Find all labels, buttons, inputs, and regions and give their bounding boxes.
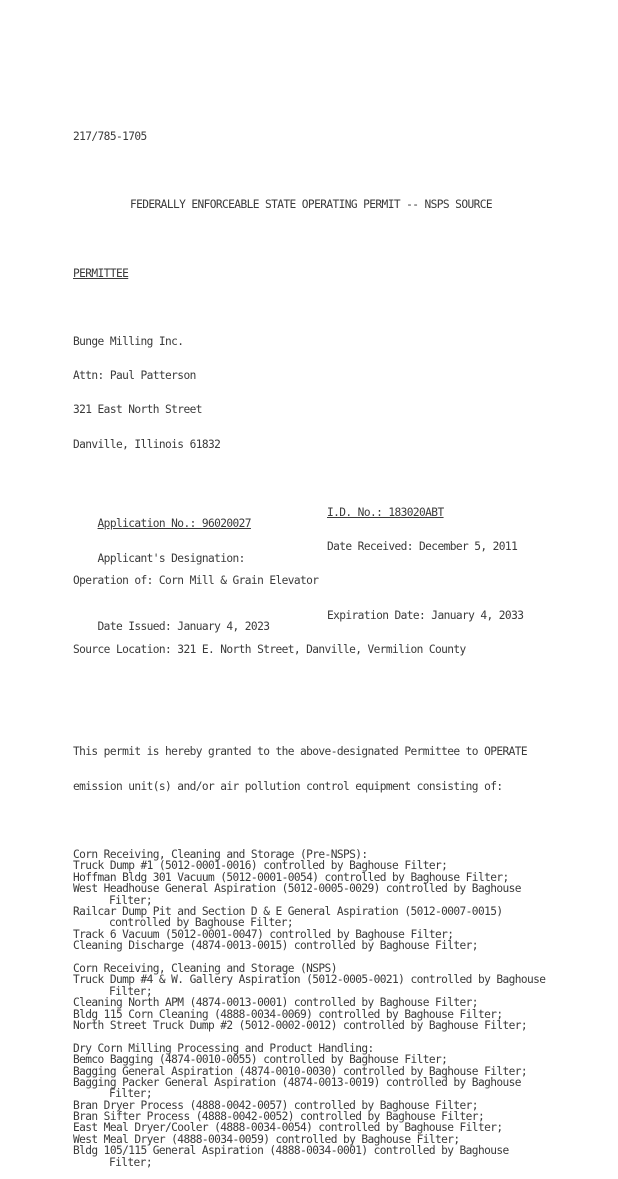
section-heading: Corn Receiving, Cleaning and Storage (NSPS) <box>73 961 337 975</box>
dates-row <box>73 608 593 634</box>
emission-unit-line: Bldg 115 Corn Cleaning (4888-0034-0069) controlled by Baghouse Filter; <box>73 1007 503 1021</box>
section-heading: Dry Corn Milling Processing and Product Handling: <box>73 1041 374 1055</box>
phone-number: 217/785-1705 <box>73 129 147 143</box>
permit-document <box>73 108 593 1179</box>
emission-unit-line: Cleaning Discharge (4874-0013-0015) controlled by Baghouse Filter; <box>73 939 478 953</box>
emission-unit-line: Filter; <box>109 1155 152 1169</box>
emission-unit-line: West Headhouse General Aspiration (5012-0005-0029) controlled by Baghouse <box>73 882 521 896</box>
emission-unit-line: East Meal Dryer/Cooler (4888-0034-0054) controlled by Baghouse Filter; <box>73 1121 503 1135</box>
emission-unit-line: Track 6 Vacuum (5012-0001-0047) controlled by Baghouse Filter; <box>73 927 454 941</box>
emission-unit-line: Bemco Bagging (4874-0010-0055) controlled by Baghouse Filter; <box>73 1053 448 1067</box>
emission-unit-line: West Meal Dryer (4888-0034-0059) controlled by Baghouse Filter; <box>73 1132 460 1146</box>
permittee-attn: Attn: Paul Patterson <box>73 369 196 383</box>
emission-unit-line: Bagging Packer General Aspiration (4874-0013-0019) controlled by Baghouse <box>73 1075 521 1089</box>
permittee-city: Danville, Illinois 61832 <box>73 437 221 451</box>
permit-title: FEDERALLY ENFORCEABLE STATE OPERATING PERMIT -- NSPS SOURCE <box>130 198 492 212</box>
section-heading: Corn Receiving, Cleaning and Storage (Pre-NSPS): <box>73 848 368 862</box>
emission-unit-line: Filter; <box>109 1087 152 1101</box>
emission-unit-line: Bldg 105/115 General Aspiration (4888-0034-0001) controlled by Baghouse <box>73 1144 509 1158</box>
intro-line: emission unit(s) and/or air pollution control equipment consisting of: <box>73 779 503 793</box>
date-issued: Date Issued: January 4, 2023 <box>97 620 270 634</box>
operation-of: Operation of: Corn Mill & Grain Elevator <box>73 574 319 588</box>
emission-unit-line: Filter; <box>109 984 152 998</box>
emission-unit-line: Filter; <box>109 893 152 907</box>
emission-unit-sections <box>73 849 593 1168</box>
emission-unit-line: North Street Truck Dump #2 (5012-0002-0012) controlled by Baghouse Filter; <box>73 1018 528 1032</box>
applicant-designation: Applicant's Designation: <box>97 551 245 565</box>
emission-unit-line: Truck Dump #1 (5012-0001-0016) controlled by Baghouse Filter; <box>73 859 448 873</box>
expiration-date: Expiration Date: January 4, 2033 <box>327 608 524 622</box>
permittee-heading: PERMITTEE <box>73 266 129 280</box>
source-location: Source Location: 321 E. North Street, Danville, Vermilion County <box>73 642 466 656</box>
designation-row <box>73 540 593 565</box>
date-received: Date Received: December 5, 2011 <box>327 540 518 554</box>
emission-unit-line: Bran Sifter Process (4888-0042-0052) controlled by Baghouse Filter; <box>73 1110 485 1124</box>
emission-unit-line: Bagging General Aspiration (4874-0010-0030) controlled by Baghouse Filter; <box>73 1064 528 1078</box>
permittee-street: 321 East North Street <box>73 403 202 417</box>
application-number: Application No.: 96020027 <box>97 517 251 531</box>
id-number: I.D. No.: 183020ABT <box>327 506 444 520</box>
emission-unit-line: Cleaning North APM (4874-0013-0001) controlled by Baghouse Filter; <box>73 996 478 1010</box>
emission-unit-line: Railcar Dump Pit and Section D & E General Aspiration (5012-0007-0015) <box>73 905 503 919</box>
emission-unit-line: Bran Dryer Process (4888-0042-0057) controlled by Baghouse Filter; <box>73 1098 478 1112</box>
permittee-name: Bunge Milling Inc. <box>73 335 184 349</box>
application-row <box>73 506 593 531</box>
emission-unit-line: controlled by Baghouse Filter; <box>109 916 294 930</box>
emission-unit-line: Truck Dump #4 & W. Gallery Aspiration (5012-0005-0021) controlled by Baghouse <box>73 973 546 987</box>
emission-unit-line: Hoffman Bldg 301 Vacuum (5012-0001-0054) controlled by Baghouse Filter; <box>73 870 509 884</box>
intro-line: This permit is hereby granted to the above-designated Permittee to OPERATE <box>73 745 528 759</box>
